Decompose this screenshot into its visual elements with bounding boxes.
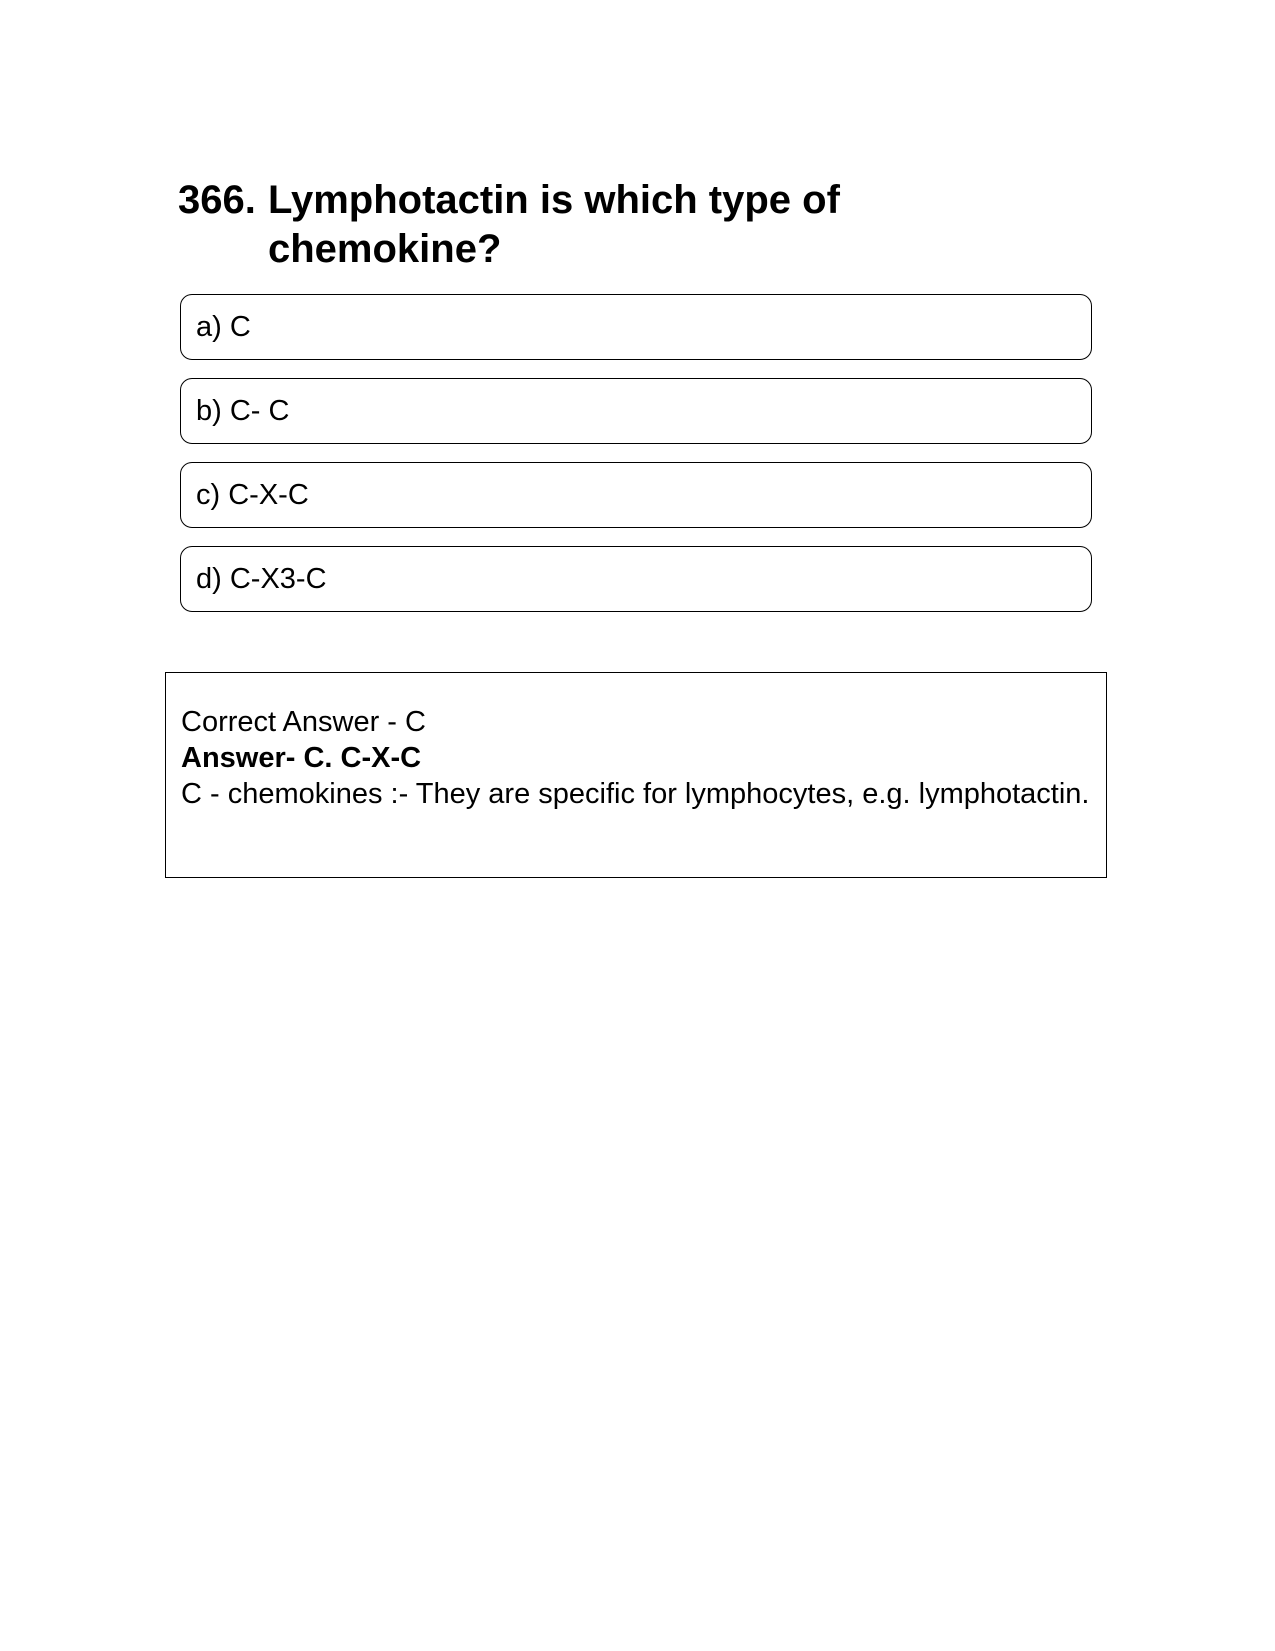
option-d[interactable]: d) C-X3-C bbox=[180, 546, 1092, 612]
option-b[interactable]: b) C- C bbox=[180, 378, 1092, 444]
question-number: 366. bbox=[178, 178, 256, 222]
correct-answer: Correct Answer - C bbox=[181, 706, 426, 738]
answer-explanation: C - chemokines :- They are specific for lymphocytes, e.g. lymphotactin. bbox=[181, 778, 1090, 810]
question-heading bbox=[178, 176, 898, 274]
option-a[interactable]: a) C bbox=[180, 294, 1092, 360]
option-c[interactable]: c) C-X-C bbox=[180, 462, 1092, 528]
answer-heading: Answer- C. C-X-C bbox=[181, 742, 422, 774]
question-text: Lymphotactin is which type of chemokine? bbox=[268, 178, 840, 271]
answer-box bbox=[165, 672, 1107, 878]
